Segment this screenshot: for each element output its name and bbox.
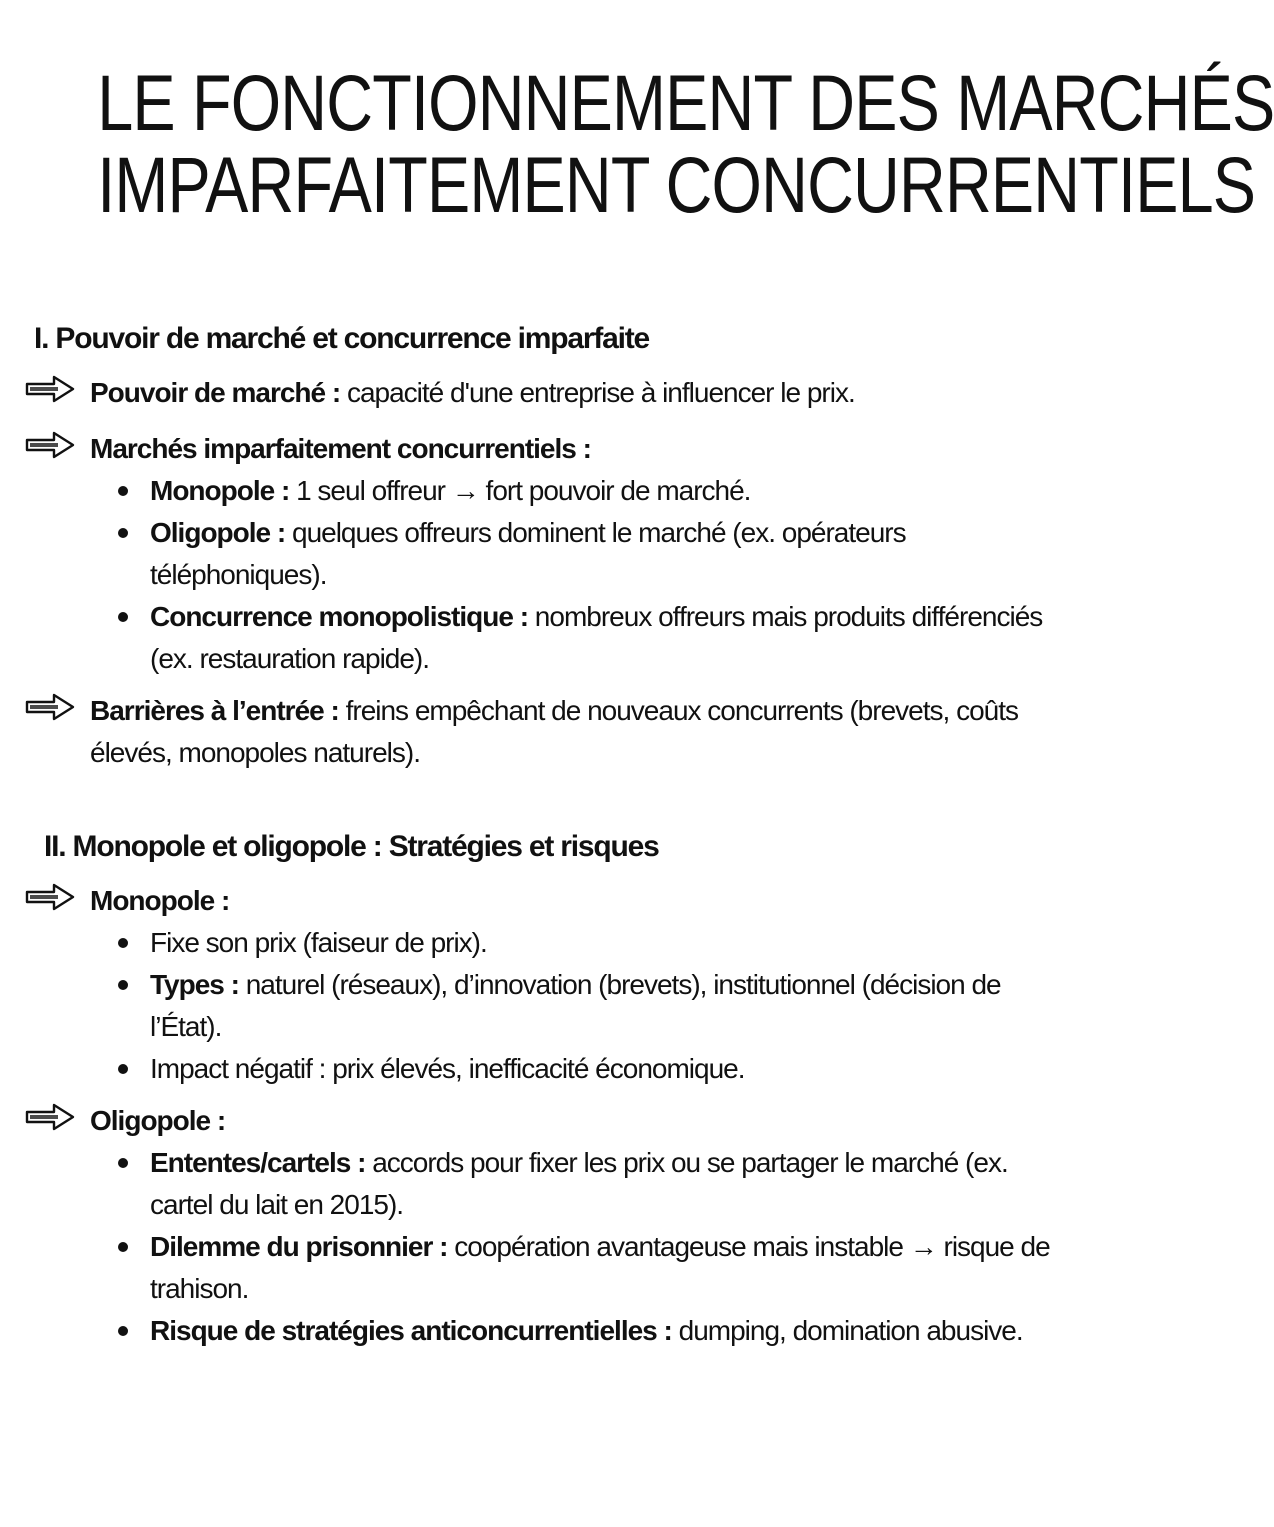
definition-imperfect-markets: [24, 428, 1052, 470]
bullet-icon: [118, 612, 128, 622]
list-item: [118, 922, 1056, 964]
term-label: Pouvoir de marché :: [90, 377, 341, 408]
bullet-icon: [118, 1064, 128, 1074]
title-line-1: LE FONCTIONNEMENT DES MARCHÉS: [97, 58, 1274, 147]
term-label: Monopole :: [150, 475, 290, 506]
definition-text: 1 seul offreur → fort pouvoir de marché.: [289, 475, 751, 506]
term-label: Barrières à l’entrée :: [90, 695, 339, 726]
term-label: Dilemme du prisonnier :: [150, 1231, 448, 1262]
section-2-heading: II. Monopole et oligopole : Stratégies et risques: [44, 830, 659, 863]
definition-text: nombreux offreurs mais produits différenciés (ex. restauration rapide).: [150, 601, 1043, 674]
definition-text: freins empêchant de nouveaux concurrents (brevets, coûts élevés, monopoles naturels).: [90, 695, 1018, 768]
list-item: [118, 596, 1056, 680]
bullet-icon: [118, 938, 128, 948]
definition-text: quelques offreurs dominent le marché (ex. opérateurs téléphoniques).: [150, 517, 906, 590]
definition-text: Impact négatif : prix élevés, inefficacité économique.: [150, 1053, 745, 1084]
market-types-list: [118, 470, 1056, 680]
bullet-icon: [118, 1158, 128, 1168]
arrow-right-icon: [24, 882, 76, 912]
arrow-right-icon: [24, 430, 76, 460]
list-item: [118, 512, 1056, 596]
definition-text: accords pour fixer les prix ou se partager le marché (ex. cartel du lait en 2015).: [150, 1147, 1008, 1220]
list-item: [118, 470, 1056, 512]
monopoly-block: [24, 880, 1052, 922]
term-label: Marchés imparfaitement concurrentiels :: [90, 433, 591, 464]
arrow-right-icon: [24, 692, 76, 722]
bullet-icon: [118, 1242, 128, 1252]
page-title: [97, 58, 1274, 229]
bullet-icon: [118, 980, 128, 990]
oligopoly-list: [118, 1142, 1056, 1352]
list-item: [118, 964, 1056, 1048]
definition-entry-barriers: [24, 690, 1052, 774]
definition-text: naturel (réseaux), d’innovation (brevets), institutionnel (décision de l’État).: [150, 969, 1001, 1042]
bullet-icon: [118, 1326, 128, 1336]
list-item: [118, 1142, 1056, 1226]
oligopoly-block: [24, 1100, 1052, 1142]
term-label: Ententes/cartels :: [150, 1147, 366, 1178]
term-label: Oligopole :: [150, 517, 286, 548]
list-item: [118, 1310, 1056, 1352]
term-label: Risque de stratégies anticoncurrentielles :: [150, 1315, 672, 1346]
bullet-icon: [118, 486, 128, 496]
term-label: Concurrence monopolistique :: [150, 601, 529, 632]
definition-text: capacité d'une entreprise à influencer le prix.: [340, 377, 855, 408]
list-item: [118, 1048, 1056, 1090]
term-label: Types :: [150, 969, 239, 1000]
definition-text: Fixe son prix (faiseur de prix).: [150, 927, 487, 958]
definition-text: coopération avantageuse mais instable → risque de trahison.: [150, 1231, 1050, 1304]
bullet-icon: [118, 528, 128, 538]
term-label: Monopole :: [90, 885, 230, 916]
arrow-right-icon: [24, 1102, 76, 1132]
term-label: Oligopole :: [90, 1105, 226, 1136]
monopoly-list: [118, 922, 1056, 1090]
title-line-2: IMPARFAITEMENT CONCURRENTIELS: [97, 140, 1256, 229]
list-item: [118, 1226, 1056, 1310]
definition-text: dumping, domination abusive.: [671, 1315, 1023, 1346]
arrow-right-icon: [24, 374, 76, 404]
section-1-heading: I. Pouvoir de marché et concurrence imparfaite: [34, 322, 650, 355]
definition-market-power: [24, 372, 1052, 414]
